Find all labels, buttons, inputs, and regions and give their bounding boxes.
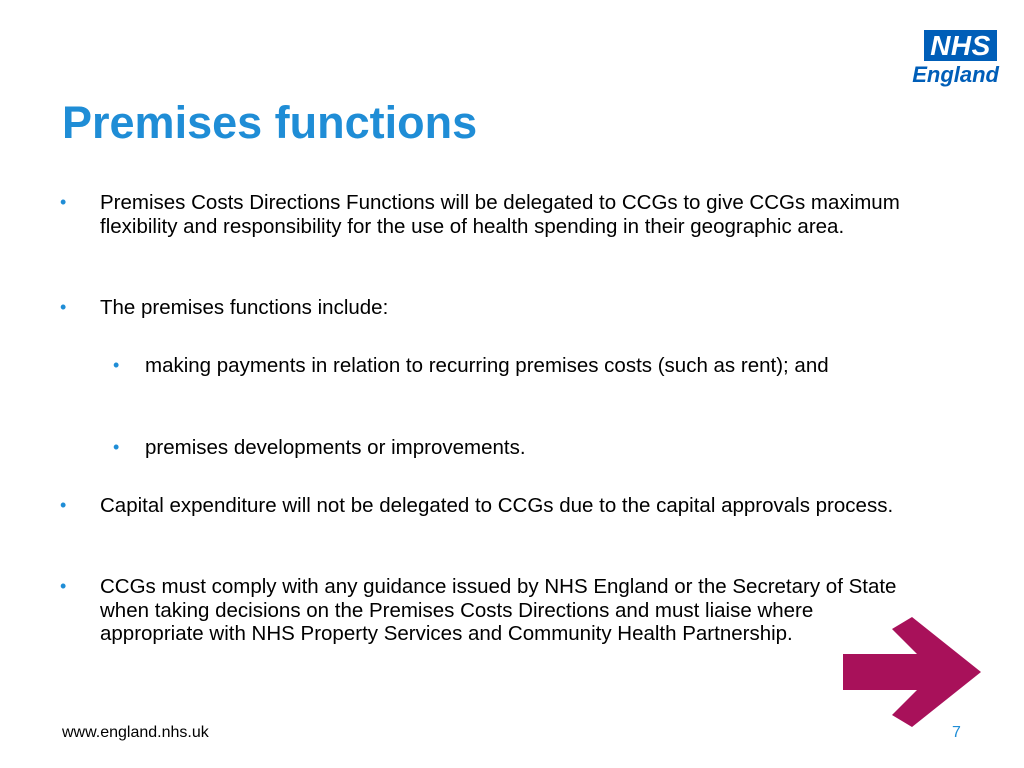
bullet-text: premises developments or improvements. [145,436,526,459]
bullet-marker: • [113,355,120,375]
bullet-text: making payments in relation to recurring premises costs (such as rent); and [145,354,829,377]
bullet-text: Premises Costs Directions Functions will be delegated to CCGs to give CCGs maximum flexibility and responsibility for the use of health spending in their geographic area. [100,191,900,238]
sub-bullet-item-1 [113,354,920,378]
footer-url: www.england.nhs.uk [62,724,209,741]
bullet-item-1 [60,191,920,238]
bullet-marker: • [60,495,67,515]
bullet-marker: • [113,437,120,457]
bullet-item-2 [60,296,920,320]
bullet-text: CCGs must comply with any guidance issued by NHS England or the Secretary of State when taking decisions on the Premises Costs Directions and must liaise where appropriate with NHS Property Services and Community Health Partnership. [100,575,897,645]
page-number: 7 [952,724,961,741]
sub-bullet-item-2 [113,436,920,460]
bullet-item-4 [60,575,920,646]
page-title: Premises functions [62,97,478,148]
bullet-text: Capital expenditure will not be delegated to CCGs due to the capital approvals process. [100,494,894,517]
nhs-logo-box: NHS [924,30,997,61]
right-arrow-icon [843,617,983,727]
nhs-logo-region: England [912,62,999,87]
bullet-text: The premises functions include: [100,296,389,319]
bullet-item-3 [60,494,920,518]
bullet-marker: • [60,192,67,212]
bullet-marker: • [60,297,67,317]
bullet-marker: • [60,576,67,596]
